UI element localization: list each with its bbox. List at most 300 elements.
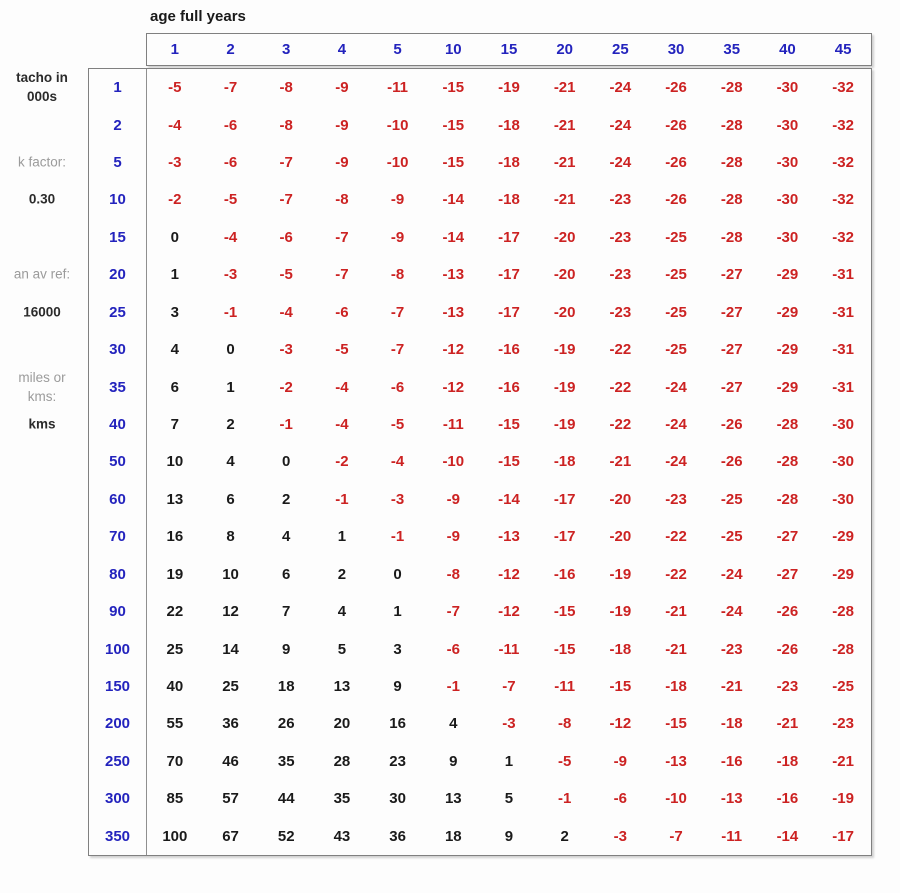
value-cell: -12 xyxy=(498,603,520,621)
side-annotation xyxy=(0,190,84,209)
value-cell: 46 xyxy=(222,752,239,770)
value-cell: 85 xyxy=(166,790,184,808)
side-annotation-line: kms xyxy=(28,416,56,432)
value-cell: -22 xyxy=(609,378,632,396)
value-cell: -7 xyxy=(390,341,405,359)
value-cell: 30 xyxy=(389,790,406,808)
value-cell: 36 xyxy=(222,715,239,733)
value-cell: -15 xyxy=(442,154,465,172)
value-cell: -19 xyxy=(553,416,576,433)
value-cell: 23 xyxy=(389,752,406,770)
value-cell: -2 xyxy=(168,191,182,209)
value-cell: -17 xyxy=(498,228,520,246)
value-cell: -16 xyxy=(776,790,799,808)
value-cell: 6 xyxy=(226,490,235,508)
value-cell: -18 xyxy=(498,116,520,134)
value-cell: -17 xyxy=(498,266,520,284)
value-cell: -14 xyxy=(498,490,520,508)
value-cell: -25 xyxy=(720,490,743,508)
value-cell: 0 xyxy=(170,228,180,246)
value-cell: 2 xyxy=(226,416,235,433)
value-cell: -9 xyxy=(446,490,460,508)
value-cell: -7 xyxy=(279,191,293,209)
value-cell: 40 xyxy=(166,677,184,695)
value-cell: -6 xyxy=(446,640,460,658)
value-cell: 9 xyxy=(449,752,458,770)
value-cell: -17 xyxy=(832,827,854,845)
value-cell: -25 xyxy=(832,677,854,695)
value-cell: -11 xyxy=(498,640,520,658)
value-cell: -15 xyxy=(442,79,465,97)
value-cell: -20 xyxy=(553,228,576,246)
value-cell: -4 xyxy=(335,378,349,396)
value-cell: -2 xyxy=(335,453,349,471)
value-cell: -26 xyxy=(720,416,743,433)
value-cell: -18 xyxy=(665,677,687,695)
value-cell: -15 xyxy=(609,677,632,695)
value-cell: -24 xyxy=(665,416,687,433)
value-cell: -3 xyxy=(168,154,182,172)
value-cell: -28 xyxy=(776,416,799,433)
value-cell: -15 xyxy=(553,603,576,621)
value-cell: -23 xyxy=(665,490,687,508)
column-header-cell: 2 xyxy=(226,41,235,58)
value-cell: -28 xyxy=(776,490,799,508)
value-cell: -22 xyxy=(609,416,632,433)
value-cell: -4 xyxy=(390,453,405,471)
table-row xyxy=(89,181,871,218)
table-row xyxy=(89,368,871,405)
value-cell: 4 xyxy=(337,603,347,621)
table-row xyxy=(89,406,871,443)
value-cell: -7 xyxy=(335,228,349,246)
column-header-cell: 15 xyxy=(500,41,518,58)
value-cell: -29 xyxy=(776,303,799,321)
table-row xyxy=(89,256,871,293)
value-cell: -13 xyxy=(498,528,520,546)
value-cell: 3 xyxy=(170,303,180,321)
value-cell: -27 xyxy=(720,378,743,396)
value-cell: -6 xyxy=(223,116,238,134)
side-annotation xyxy=(0,415,84,434)
value-cell: -4 xyxy=(223,228,238,246)
value-cell: -28 xyxy=(720,154,743,172)
value-cell: -24 xyxy=(609,79,632,97)
value-cell: -23 xyxy=(609,266,632,284)
value-cell: -9 xyxy=(613,752,628,770)
value-cell: -15 xyxy=(498,453,520,471)
side-annotation-line: an av ref: xyxy=(13,266,71,282)
value-cell: 0 xyxy=(393,565,402,583)
value-cell: -3 xyxy=(223,266,238,284)
value-cell: -6 xyxy=(613,790,628,808)
value-cell: 0 xyxy=(226,341,235,359)
value-cell: -13 xyxy=(442,303,465,321)
row-header-cell: 100 xyxy=(89,630,147,667)
value-cell: -11 xyxy=(721,827,743,845)
value-cell: -20 xyxy=(609,490,632,508)
value-cell: -18 xyxy=(498,191,520,209)
value-cell: -19 xyxy=(609,603,632,621)
value-cell: -24 xyxy=(665,453,687,471)
table-row xyxy=(89,668,871,705)
value-cell: 4 xyxy=(226,453,235,471)
value-cell: -4 xyxy=(168,116,182,134)
row-header-cell: 35 xyxy=(89,368,147,405)
value-cell: -15 xyxy=(665,715,687,733)
value-cell: -28 xyxy=(720,191,743,209)
value-cell: 20 xyxy=(333,715,351,733)
value-cell: -17 xyxy=(553,490,576,508)
value-cell: -24 xyxy=(609,116,632,134)
value-cell: 10 xyxy=(222,565,239,583)
value-cell: -5 xyxy=(223,191,238,209)
value-cell: 12 xyxy=(222,603,239,621)
value-cell: -19 xyxy=(553,378,576,396)
value-cell: -23 xyxy=(832,715,854,733)
value-cell: 13 xyxy=(333,677,351,695)
table-row xyxy=(89,294,871,331)
row-header-cell: 50 xyxy=(89,443,147,480)
column-header-cell: 30 xyxy=(667,41,685,58)
value-cell: 25 xyxy=(222,677,239,695)
value-cell: -14 xyxy=(442,191,465,209)
table-row xyxy=(89,219,871,256)
row-header-cell: 250 xyxy=(89,743,147,780)
value-cell: -5 xyxy=(335,341,349,359)
data-table xyxy=(88,68,872,856)
value-cell: 6 xyxy=(282,565,291,583)
value-cell: -28 xyxy=(720,228,743,246)
table-row xyxy=(89,630,871,667)
side-annotation xyxy=(0,368,84,406)
value-cell: -28 xyxy=(776,453,799,471)
value-cell: -26 xyxy=(665,116,687,134)
value-cell: 10 xyxy=(166,453,184,471)
side-annotation xyxy=(0,302,84,321)
value-cell: -32 xyxy=(832,79,854,97)
value-cell: -26 xyxy=(665,191,687,209)
value-cell: -30 xyxy=(776,116,799,134)
value-cell: -7 xyxy=(279,154,293,172)
value-cell: -21 xyxy=(776,715,799,733)
value-cell: -26 xyxy=(665,154,687,172)
value-cell: -6 xyxy=(390,378,405,396)
column-header-cell: 4 xyxy=(337,41,347,58)
value-cell: -19 xyxy=(498,79,520,97)
column-header-cell: 10 xyxy=(444,41,462,58)
value-cell: -7 xyxy=(446,603,460,621)
value-cell: -20 xyxy=(553,303,576,321)
side-annotation-line: 0.30 xyxy=(28,191,56,207)
value-cell: 1 xyxy=(393,603,402,621)
value-cell: -12 xyxy=(609,715,632,733)
value-cell: -28 xyxy=(832,640,854,658)
value-cell: -23 xyxy=(720,640,743,658)
row-header-cell: 5 xyxy=(89,144,147,181)
table-row xyxy=(89,331,871,368)
value-cell: -24 xyxy=(609,154,632,172)
value-cell: 100 xyxy=(162,827,188,845)
value-cell: -27 xyxy=(776,528,799,546)
value-cell: -18 xyxy=(498,154,520,172)
side-annotation-line: 000s xyxy=(26,88,58,104)
value-cell: -25 xyxy=(665,228,687,246)
value-cell: -6 xyxy=(335,303,349,321)
column-header-cell: 25 xyxy=(612,41,629,58)
value-cell: -15 xyxy=(498,416,520,433)
value-cell: 19 xyxy=(166,565,184,583)
row-header-cell: 20 xyxy=(89,256,147,293)
row-header-cell: 200 xyxy=(89,705,147,742)
value-cell: -21 xyxy=(553,191,576,209)
row-header-cell: 25 xyxy=(89,294,147,331)
value-cell: -9 xyxy=(335,154,349,172)
value-cell: 16 xyxy=(389,715,406,733)
value-cell: -21 xyxy=(553,79,576,97)
value-cell: -21 xyxy=(832,752,854,770)
value-cell: -8 xyxy=(279,116,293,134)
table-row xyxy=(89,817,871,854)
value-cell: -19 xyxy=(609,565,632,583)
value-cell: -19 xyxy=(832,790,854,808)
value-cell: -24 xyxy=(665,378,687,396)
value-cell: -11 xyxy=(554,677,576,695)
value-cell: 9 xyxy=(504,827,514,845)
side-annotation-line: miles or xyxy=(18,369,66,385)
value-cell: 1 xyxy=(226,378,235,396)
value-cell: 22 xyxy=(166,603,184,621)
value-cell: 1 xyxy=(337,528,347,546)
side-annotation-line: tacho in xyxy=(16,69,68,85)
value-cell: -29 xyxy=(832,528,854,546)
value-cell: -16 xyxy=(553,565,576,583)
value-cell: -32 xyxy=(832,228,854,246)
value-cell: -28 xyxy=(720,116,743,134)
value-cell: -13 xyxy=(442,266,465,284)
value-cell: -9 xyxy=(390,228,405,246)
value-cell: -12 xyxy=(498,565,520,583)
value-cell: -18 xyxy=(776,752,799,770)
value-cell: -21 xyxy=(609,453,632,471)
value-cell: -30 xyxy=(776,228,799,246)
value-cell: 70 xyxy=(166,752,184,770)
value-cell: 26 xyxy=(277,715,295,733)
row-header-cell: 30 xyxy=(89,331,147,368)
value-cell: -10 xyxy=(442,453,465,471)
value-cell: -16 xyxy=(720,752,743,770)
value-cell: -20 xyxy=(553,266,576,284)
column-header-cell: 20 xyxy=(556,41,573,58)
column-header-cell: 45 xyxy=(834,41,852,58)
column-header-row xyxy=(146,33,872,66)
value-cell: -22 xyxy=(665,565,687,583)
value-cell: -28 xyxy=(832,603,854,621)
value-cell: -30 xyxy=(776,154,799,172)
value-cell: 4 xyxy=(449,715,458,733)
value-cell: 35 xyxy=(277,752,295,770)
value-cell: -16 xyxy=(498,341,520,359)
value-cell: -1 xyxy=(279,416,293,433)
value-cell: -4 xyxy=(335,416,349,433)
value-cell: 1 xyxy=(504,752,514,770)
value-cell: -31 xyxy=(832,266,854,284)
side-annotation-line: kms: xyxy=(27,388,57,404)
value-cell: -15 xyxy=(553,640,576,658)
value-cell: -17 xyxy=(553,528,576,546)
value-cell: -10 xyxy=(386,116,409,134)
table-row xyxy=(89,593,871,630)
value-cell: -29 xyxy=(832,565,854,583)
value-cell: -19 xyxy=(553,341,576,359)
value-cell: -7 xyxy=(502,677,516,695)
value-cell: -5 xyxy=(390,416,405,433)
value-cell: -5 xyxy=(168,79,182,97)
value-cell: -15 xyxy=(442,116,465,134)
side-annotation xyxy=(0,265,84,284)
value-cell: -32 xyxy=(832,191,854,209)
value-cell: -7 xyxy=(390,303,405,321)
value-cell: -26 xyxy=(776,640,799,658)
value-cell: 5 xyxy=(337,640,347,658)
value-cell: -27 xyxy=(720,266,743,284)
value-cell: -13 xyxy=(665,752,687,770)
value-cell: 7 xyxy=(170,416,180,433)
table-row xyxy=(89,106,871,143)
table-row xyxy=(89,443,871,480)
row-header-cell: 40 xyxy=(89,406,147,443)
row-header-cell: 1 xyxy=(89,69,147,106)
value-cell: -23 xyxy=(609,303,632,321)
value-cell: 36 xyxy=(389,827,406,845)
value-cell: 3 xyxy=(393,640,402,658)
value-cell: -4 xyxy=(279,303,293,321)
value-cell: 67 xyxy=(222,827,239,845)
value-cell: -9 xyxy=(335,116,349,134)
value-cell: -9 xyxy=(390,191,405,209)
value-cell: -21 xyxy=(665,640,687,658)
value-cell: -9 xyxy=(335,79,349,97)
value-cell: -8 xyxy=(446,565,460,583)
row-header-cell: 15 xyxy=(89,219,147,256)
value-cell: 4 xyxy=(170,341,180,359)
value-cell: -22 xyxy=(665,528,687,546)
row-header-cell: 300 xyxy=(89,780,147,817)
table-row xyxy=(89,144,871,181)
value-cell: 43 xyxy=(333,827,351,845)
value-cell: -3 xyxy=(279,341,293,359)
column-header-cell: 1 xyxy=(170,41,180,58)
value-cell: -25 xyxy=(665,266,687,284)
value-cell: -7 xyxy=(335,266,349,284)
table-row xyxy=(89,743,871,780)
value-cell: 9 xyxy=(393,677,402,695)
row-header-cell: 2 xyxy=(89,106,147,143)
value-cell: -7 xyxy=(223,79,238,97)
table-row xyxy=(89,518,871,555)
row-header-cell: 70 xyxy=(89,518,147,555)
value-cell: -27 xyxy=(776,565,799,583)
value-cell: -3 xyxy=(502,715,516,733)
value-cell: -32 xyxy=(832,116,854,134)
value-cell: -21 xyxy=(553,154,576,172)
value-cell: 6 xyxy=(170,378,180,396)
side-annotation xyxy=(0,152,84,171)
value-cell: -32 xyxy=(832,154,854,172)
value-cell: 52 xyxy=(277,827,295,845)
value-cell: -1 xyxy=(335,490,349,508)
value-cell: -31 xyxy=(832,378,854,396)
value-cell: -25 xyxy=(720,528,743,546)
value-cell: -3 xyxy=(390,490,405,508)
value-cell: 18 xyxy=(277,677,295,695)
value-cell: 2 xyxy=(282,490,291,508)
value-cell: 1 xyxy=(170,266,180,284)
value-cell: -30 xyxy=(832,453,854,471)
value-cell: -8 xyxy=(279,79,293,97)
value-cell: 13 xyxy=(166,490,184,508)
side-annotation-line: 16000 xyxy=(23,304,61,320)
column-header-cell: 40 xyxy=(779,41,796,58)
value-cell: 13 xyxy=(444,790,462,808)
value-cell: -28 xyxy=(720,79,743,97)
value-cell: 9 xyxy=(282,640,291,658)
side-annotation xyxy=(0,68,84,106)
row-header-cell: 10 xyxy=(89,181,147,218)
value-cell: -26 xyxy=(776,603,799,621)
value-cell: -18 xyxy=(609,640,632,658)
column-header-cell: 35 xyxy=(723,41,741,58)
value-cell: -25 xyxy=(665,341,687,359)
value-cell: -5 xyxy=(279,266,293,284)
value-cell: -21 xyxy=(553,116,576,134)
value-cell: -26 xyxy=(720,453,743,471)
value-cell: -27 xyxy=(720,341,743,359)
table-row xyxy=(89,780,871,817)
value-cell: -11 xyxy=(442,416,464,433)
value-cell: -10 xyxy=(665,790,687,808)
value-cell: -26 xyxy=(665,79,687,97)
value-cell: -18 xyxy=(553,453,576,471)
value-cell: 14 xyxy=(222,640,239,658)
row-header-cell: 90 xyxy=(89,593,147,630)
value-cell: -1 xyxy=(223,303,238,321)
value-cell: -3 xyxy=(613,827,628,845)
value-cell: 28 xyxy=(333,752,351,770)
value-cell: -24 xyxy=(720,565,743,583)
value-cell: -27 xyxy=(720,303,743,321)
table-row xyxy=(89,555,871,592)
value-cell: -2 xyxy=(279,378,293,396)
value-cell: -22 xyxy=(609,341,632,359)
value-cell: 2 xyxy=(560,827,569,845)
value-cell: -9 xyxy=(446,528,460,546)
value-cell: -23 xyxy=(609,191,632,209)
value-cell: -12 xyxy=(442,378,465,396)
value-cell: 57 xyxy=(222,790,239,808)
value-cell: -31 xyxy=(832,303,854,321)
value-cell: -1 xyxy=(557,790,572,808)
column-header-cell: 5 xyxy=(393,41,402,58)
value-cell: -17 xyxy=(498,303,520,321)
value-cell: 8 xyxy=(226,528,235,546)
value-cell: -5 xyxy=(557,752,572,770)
table-row xyxy=(89,69,871,106)
value-cell: -8 xyxy=(390,266,405,284)
value-cell: 0 xyxy=(282,453,291,471)
value-cell: -21 xyxy=(720,677,743,695)
value-cell: -13 xyxy=(720,790,743,808)
